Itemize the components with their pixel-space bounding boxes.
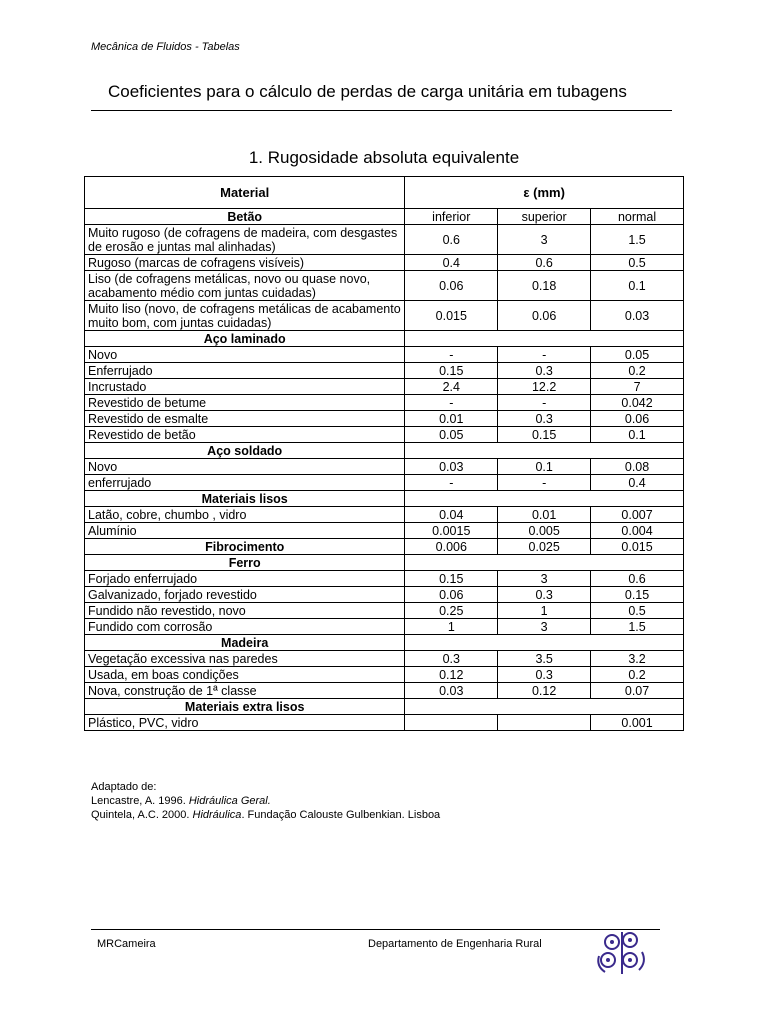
header-epsilon: ε (mm) xyxy=(405,177,684,209)
cell-superior xyxy=(498,715,591,731)
group-row xyxy=(85,331,684,347)
group-empty-cell xyxy=(405,635,684,651)
cell-inferior: 0.4 xyxy=(405,255,498,271)
cell-inferior: 0.006 xyxy=(405,539,498,555)
group-empty-cell xyxy=(405,443,684,459)
reference-2: Quintela, A.C. 2000. Hidráulica. Fundação Calouste Gulbenkian. Lisboa xyxy=(91,809,441,821)
header-material: Material xyxy=(85,177,405,209)
table-row xyxy=(85,395,684,411)
cell-normal: 0.07 xyxy=(591,683,684,699)
cell-superior: 0.06 xyxy=(498,301,591,331)
group-empty-cell xyxy=(405,555,684,571)
footer-department: Departamento de Engenharia Rural xyxy=(368,938,542,950)
group-row xyxy=(85,491,684,507)
department-logo-icon xyxy=(594,928,650,978)
group-heading: Materiais lisos xyxy=(85,491,405,507)
cell-superior: 3 xyxy=(498,225,591,255)
references xyxy=(91,780,440,822)
table-row xyxy=(85,379,684,395)
group-row xyxy=(85,555,684,571)
material-label: Nova, construção de 1ª classe xyxy=(85,683,405,699)
cell-inferior: 0.15 xyxy=(405,363,498,379)
material-label: Liso (de cofragens metálicas, novo ou quase novo, acabamento médio com juntas cuidadas) xyxy=(85,271,405,301)
material-label: Incrustado xyxy=(85,379,405,395)
cell-superior: 3.5 xyxy=(498,651,591,667)
material-label: Novo xyxy=(85,347,405,363)
reference-1: Lencastre, A. 1996. Hidráulica Geral. xyxy=(91,795,271,807)
material-label: Fundido não revestido, novo xyxy=(85,603,405,619)
group-heading: Madeira xyxy=(85,635,405,651)
running-header: Mecânica de Fluidos - Tabelas xyxy=(91,41,240,53)
material-label: Enferrujado xyxy=(85,363,405,379)
cell-normal: 0.001 xyxy=(591,715,684,731)
group-row xyxy=(85,699,684,715)
cell-superior: 0.6 xyxy=(498,255,591,271)
material-label: enferrujado xyxy=(85,475,405,491)
group-row xyxy=(85,635,684,651)
page-title: Coeficientes para o cálculo de perdas de carga unitária em tubagens xyxy=(108,82,627,101)
table-row xyxy=(85,271,684,301)
table-row xyxy=(85,715,684,731)
cell-superior: 0.3 xyxy=(498,411,591,427)
cell-superior: 0.005 xyxy=(498,523,591,539)
material-label: Forjado enferrujado xyxy=(85,571,405,587)
material-label: Vegetação excessiva nas paredes xyxy=(85,651,405,667)
table-row xyxy=(85,255,684,271)
material-label: Galvanizado, forjado revestido xyxy=(85,587,405,603)
table-row xyxy=(85,619,684,635)
cell-inferior: - xyxy=(405,475,498,491)
cell-inferior: 0.05 xyxy=(405,427,498,443)
cell-normal: 0.2 xyxy=(591,363,684,379)
cell-normal: 1.5 xyxy=(591,225,684,255)
cell-superior: 0.1 xyxy=(498,459,591,475)
cell-inferior: 0.015 xyxy=(405,301,498,331)
material-label: Revestido de betão xyxy=(85,427,405,443)
cell-normal: 0.5 xyxy=(591,603,684,619)
roughness-table xyxy=(84,176,684,731)
cell-inferior: 0.04 xyxy=(405,507,498,523)
table-row xyxy=(85,587,684,603)
cell-superior: 0.12 xyxy=(498,683,591,699)
cell-normal: 1.5 xyxy=(591,619,684,635)
table-row xyxy=(85,651,684,667)
material-label: Latão, cobre, chumbo , vidro xyxy=(85,507,405,523)
subheader-normal: normal xyxy=(591,209,684,225)
table-row xyxy=(85,427,684,443)
table-row xyxy=(85,475,684,491)
cell-inferior: 0.06 xyxy=(405,271,498,301)
cell-normal: 0.06 xyxy=(591,411,684,427)
cell-inferior: 0.0015 xyxy=(405,523,498,539)
table-row xyxy=(85,667,684,683)
cell-normal: 0.1 xyxy=(591,427,684,443)
cell-normal: 0.05 xyxy=(591,347,684,363)
table-row xyxy=(85,683,684,699)
table-row xyxy=(85,571,684,587)
cell-normal: 0.015 xyxy=(591,539,684,555)
cell-superior: 0.3 xyxy=(498,667,591,683)
cell-normal: 0.007 xyxy=(591,507,684,523)
group-empty-cell xyxy=(405,699,684,715)
cell-normal: 0.6 xyxy=(591,571,684,587)
material-label: Revestido de betume xyxy=(85,395,405,411)
table-row xyxy=(85,459,684,475)
material-label: Novo xyxy=(85,459,405,475)
group-empty-cell xyxy=(405,331,684,347)
section-title: 1. Rugosidade absoluta equivalente xyxy=(248,148,520,167)
cell-inferior: 0.12 xyxy=(405,667,498,683)
cell-normal: 0.03 xyxy=(591,301,684,331)
group-heading: Betão xyxy=(85,209,405,225)
cell-normal: 0.4 xyxy=(591,475,684,491)
cell-inferior: 0.6 xyxy=(405,225,498,255)
cell-normal: 3.2 xyxy=(591,651,684,667)
material-label: Revestido de esmalte xyxy=(85,411,405,427)
table-row xyxy=(85,347,684,363)
cell-superior: - xyxy=(498,475,591,491)
cell-superior: 3 xyxy=(498,571,591,587)
group-row xyxy=(85,209,684,225)
cell-normal: 0.042 xyxy=(591,395,684,411)
footer-author: MRCameira xyxy=(97,938,156,950)
table-row xyxy=(85,225,684,255)
material-label: Muito liso (novo, de cofragens metálicas de acabamento muito bom, com juntas cuidadas) xyxy=(85,301,405,331)
cell-inferior: 0.03 xyxy=(405,459,498,475)
cell-normal: 0.004 xyxy=(591,523,684,539)
cell-inferior: 0.15 xyxy=(405,571,498,587)
cell-normal: 0.08 xyxy=(591,459,684,475)
table-row xyxy=(85,523,684,539)
cell-superior: - xyxy=(498,395,591,411)
group-heading: Aço laminado xyxy=(85,331,405,347)
cell-superior: 0.18 xyxy=(498,271,591,301)
title-rule xyxy=(91,110,672,111)
cell-superior: 1 xyxy=(498,603,591,619)
group-heading: Materiais extra lisos xyxy=(85,699,405,715)
cell-superior: 0.3 xyxy=(498,587,591,603)
material-label: Usada, em boas condições xyxy=(85,667,405,683)
cell-normal: 7 xyxy=(591,379,684,395)
cell-inferior: 2.4 xyxy=(405,379,498,395)
table-row xyxy=(85,301,684,331)
cell-normal: 0.5 xyxy=(591,255,684,271)
cell-inferior: 0.06 xyxy=(405,587,498,603)
group-heading: Fibrocimento xyxy=(85,539,405,555)
cell-inferior: 0.25 xyxy=(405,603,498,619)
material-label: Fundido com corrosão xyxy=(85,619,405,635)
cell-inferior: 0.03 xyxy=(405,683,498,699)
cell-superior: 0.3 xyxy=(498,363,591,379)
cell-inferior: - xyxy=(405,395,498,411)
cell-normal: 0.1 xyxy=(591,271,684,301)
cell-superior: 0.15 xyxy=(498,427,591,443)
group-heading: Aço soldado xyxy=(85,443,405,459)
group-row xyxy=(85,539,684,555)
cell-superior: 0.025 xyxy=(498,539,591,555)
footer-rule xyxy=(91,929,660,930)
cell-inferior: 0.3 xyxy=(405,651,498,667)
cell-superior: 0.01 xyxy=(498,507,591,523)
group-row xyxy=(85,443,684,459)
cell-inferior: 1 xyxy=(405,619,498,635)
material-label: Rugoso (marcas de cofragens visíveis) xyxy=(85,255,405,271)
cell-superior: 3 xyxy=(498,619,591,635)
group-heading: Ferro xyxy=(85,555,405,571)
cell-inferior: - xyxy=(405,347,498,363)
cell-superior: 12.2 xyxy=(498,379,591,395)
table-row xyxy=(85,363,684,379)
material-label: Muito rugoso (de cofragens de madeira, com desgastes de erosão e juntas mal alinhadas) xyxy=(85,225,405,255)
table-row xyxy=(85,411,684,427)
cell-inferior xyxy=(405,715,498,731)
cell-superior: - xyxy=(498,347,591,363)
material-label: Alumínio xyxy=(85,523,405,539)
cell-inferior: 0.01 xyxy=(405,411,498,427)
references-intro: Adaptado de: xyxy=(91,781,157,793)
table-row xyxy=(85,603,684,619)
subheader-inferior: inferior xyxy=(405,209,498,225)
material-label: Plástico, PVC, vidro xyxy=(85,715,405,731)
subheader-superior: superior xyxy=(498,209,591,225)
group-empty-cell xyxy=(405,491,684,507)
cell-normal: 0.15 xyxy=(591,587,684,603)
cell-normal: 0.2 xyxy=(591,667,684,683)
table-row xyxy=(85,507,684,523)
